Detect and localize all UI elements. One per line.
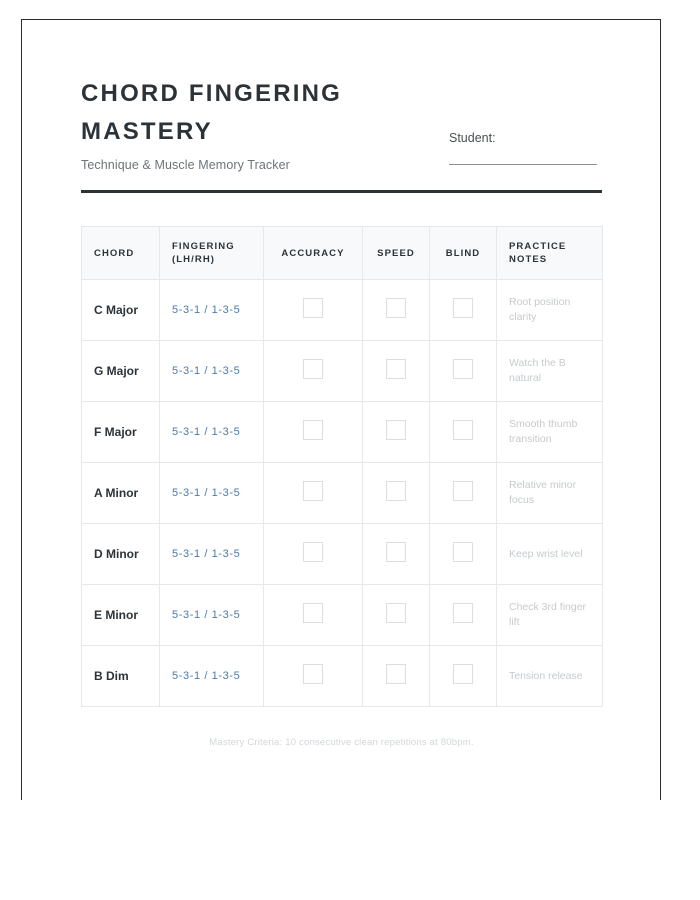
- speed-checkbox-cell: [363, 463, 430, 524]
- blind-checkbox-cell: [430, 646, 497, 707]
- accuracy-checkbox-cell: [264, 463, 363, 524]
- column-header-blind: BLIND: [430, 227, 497, 280]
- accuracy-checkbox-cell: [264, 524, 363, 585]
- chord-name: A Minor: [82, 463, 160, 524]
- speed-checkbox[interactable]: [386, 664, 406, 684]
- practice-note: Tension release: [497, 646, 603, 707]
- speed-checkbox-cell: [363, 341, 430, 402]
- fingering-pattern: 5-3-1 / 1-3-5: [160, 585, 264, 646]
- accuracy-checkbox[interactable]: [303, 542, 323, 562]
- blind-checkbox[interactable]: [453, 420, 473, 440]
- practice-note: Keep wrist level: [497, 524, 603, 585]
- blind-checkbox[interactable]: [453, 481, 473, 501]
- chord-tracker-table: [81, 226, 603, 707]
- fingering-pattern: 5-3-1 / 1-3-5: [160, 646, 264, 707]
- blind-checkbox[interactable]: [453, 542, 473, 562]
- blind-checkbox-cell: [430, 402, 497, 463]
- blind-checkbox-cell: [430, 280, 497, 341]
- table-row: [82, 524, 603, 585]
- practice-note: Watch the B natural: [497, 341, 603, 402]
- sheet-content: [81, 20, 602, 748]
- student-name-input[interactable]: [449, 163, 597, 165]
- practice-note: Smooth thumb transition: [497, 402, 603, 463]
- fingering-pattern: 5-3-1 / 1-3-5: [160, 402, 264, 463]
- practice-note: Root position clarity: [497, 280, 603, 341]
- speed-checkbox-cell: [363, 402, 430, 463]
- chord-name: F Major: [82, 402, 160, 463]
- fingering-pattern: 5-3-1 / 1-3-5: [160, 341, 264, 402]
- accuracy-checkbox[interactable]: [303, 481, 323, 501]
- speed-checkbox-cell: [363, 585, 430, 646]
- chord-name: E Minor: [82, 585, 160, 646]
- table-row: [82, 463, 603, 524]
- blind-checkbox-cell: [430, 341, 497, 402]
- blind-checkbox[interactable]: [453, 298, 473, 318]
- speed-checkbox-cell: [363, 280, 430, 341]
- blind-checkbox[interactable]: [453, 664, 473, 684]
- speed-checkbox[interactable]: [386, 542, 406, 562]
- chord-name: D Minor: [82, 524, 160, 585]
- sheet-header: [81, 20, 602, 193]
- practice-note: Check 3rd finger lift: [497, 585, 603, 646]
- column-header-fingering: FINGERING (LH/RH): [160, 227, 264, 280]
- table-row: [82, 402, 603, 463]
- table-header: [82, 227, 603, 280]
- column-header-speed: SPEED: [363, 227, 430, 280]
- table-header-row: [82, 227, 603, 280]
- chord-name: G Major: [82, 341, 160, 402]
- chord-name: C Major: [82, 280, 160, 341]
- header-divider: [81, 190, 602, 193]
- speed-checkbox[interactable]: [386, 481, 406, 501]
- mastery-criteria-note: Mastery Criteria: 10 consecutive clean repetitions at 80bpm.: [209, 737, 474, 748]
- column-header-chord: CHORD: [82, 227, 160, 280]
- blind-checkbox-cell: [430, 524, 497, 585]
- table-row: [82, 341, 603, 402]
- speed-checkbox[interactable]: [386, 298, 406, 318]
- accuracy-checkbox[interactable]: [303, 420, 323, 440]
- fingering-pattern: 5-3-1 / 1-3-5: [160, 463, 264, 524]
- accuracy-checkbox-cell: [264, 585, 363, 646]
- speed-checkbox[interactable]: [386, 420, 406, 440]
- accuracy-checkbox-cell: [264, 280, 363, 341]
- table-row: [82, 646, 603, 707]
- practice-note: Relative minor focus: [497, 463, 603, 524]
- table-row: [82, 585, 603, 646]
- accuracy-checkbox[interactable]: [303, 603, 323, 623]
- column-header-accuracy: ACCURACY: [264, 227, 363, 280]
- blind-checkbox-cell: [430, 585, 497, 646]
- page-subtitle: Technique & Muscle Memory Tracker: [81, 158, 290, 172]
- accuracy-checkbox-cell: [264, 402, 363, 463]
- speed-checkbox[interactable]: [386, 359, 406, 379]
- fingering-pattern: 5-3-1 / 1-3-5: [160, 524, 264, 585]
- student-field-group: [449, 130, 601, 165]
- chord-name: B Dim: [82, 646, 160, 707]
- accuracy-checkbox[interactable]: [303, 298, 323, 318]
- accuracy-checkbox[interactable]: [303, 664, 323, 684]
- table-row: [82, 280, 603, 341]
- blind-checkbox[interactable]: [453, 603, 473, 623]
- blind-checkbox[interactable]: [453, 359, 473, 379]
- blind-checkbox-cell: [430, 463, 497, 524]
- column-header-practice-notes: PRACTICE NOTES: [497, 227, 603, 280]
- speed-checkbox-cell: [363, 646, 430, 707]
- speed-checkbox-cell: [363, 524, 430, 585]
- accuracy-checkbox[interactable]: [303, 359, 323, 379]
- speed-checkbox[interactable]: [386, 603, 406, 623]
- student-label: Student:: [449, 131, 496, 145]
- worksheet-page: [21, 19, 661, 800]
- page-title: CHORD FINGERING MASTERY: [81, 80, 342, 145]
- fingering-pattern: 5-3-1 / 1-3-5: [160, 280, 264, 341]
- table-body: [82, 280, 603, 707]
- accuracy-checkbox-cell: [264, 646, 363, 707]
- accuracy-checkbox-cell: [264, 341, 363, 402]
